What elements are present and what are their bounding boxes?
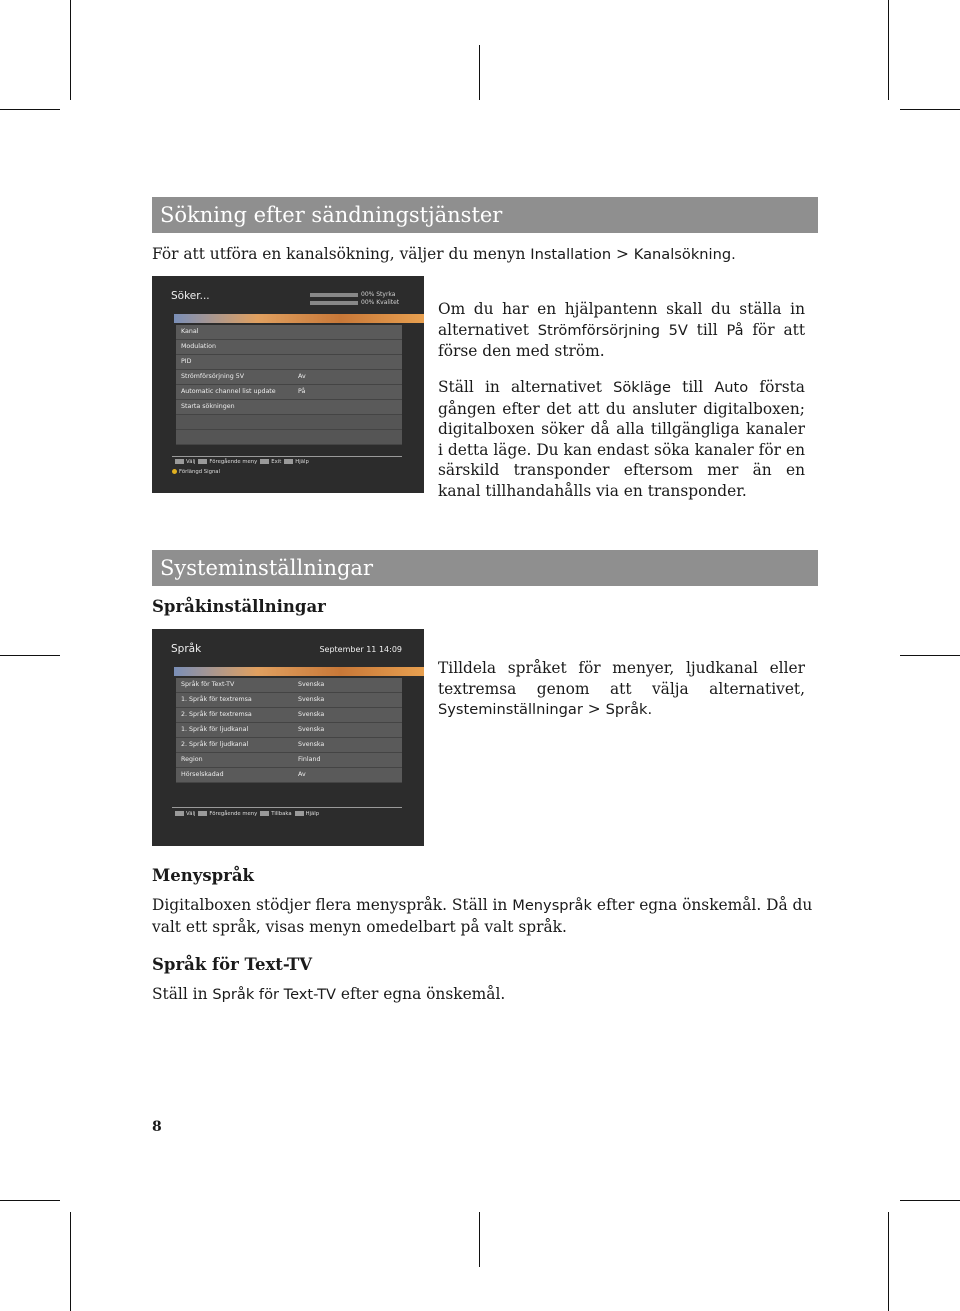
crop-mark	[0, 109, 60, 110]
menu-row: Strömförsörjning 5V Av	[176, 370, 402, 385]
menu-row: 1. Språk för textremsa Svenska	[176, 693, 402, 708]
crop-mark	[479, 1212, 480, 1267]
language-menu-list	[176, 678, 402, 783]
menu-row: Kanal	[176, 325, 402, 340]
footer-keys: Välj Föregående meny Exit Hjälp	[172, 459, 309, 465]
menu-row: Region Finland	[176, 753, 402, 768]
footer-keys: Välj Föregående meny Tillbaka Hjälp	[172, 811, 319, 817]
crop-mark	[0, 1200, 60, 1201]
crop-mark	[900, 109, 960, 110]
language-paragraph: Tilldela språket för menyer, ljudkanal eller textremsa genom att välja alternativet, Systeminställningar > Språk.	[438, 659, 805, 719]
menu-row: Hörselskadad Av	[176, 768, 402, 783]
menu-row: 2. Språk för ljudkanal Svenska	[176, 738, 402, 753]
page-number: 8	[152, 1119, 162, 1135]
menu-row: Modulation	[176, 340, 402, 355]
section-title-search: Sökning efter sändningstjänster	[152, 197, 818, 233]
crop-mark	[888, 1212, 889, 1311]
tv-date-time: September 11 14:09	[319, 645, 402, 654]
crop-mark	[900, 655, 960, 656]
crop-mark	[888, 0, 889, 100]
menu-row: PID	[176, 355, 402, 370]
subheading-language-settings: Språkinställningar	[152, 597, 326, 616]
subheading-teletext-language: Språk för Text-TV	[152, 955, 313, 974]
tv-screenshot-search	[152, 276, 424, 493]
signal-quality: 00% Kvalitet	[310, 299, 399, 306]
crop-mark	[0, 655, 60, 656]
menu-row: Automatic channel list update På	[176, 385, 402, 400]
menu-row-empty	[176, 430, 402, 445]
power-paragraph: Om du har en hjälpantenn skall du ställa in alternativet Strömförsörjning 5V till På för att förse den med ström.	[438, 300, 806, 361]
footer-divider	[172, 807, 402, 808]
search-mode-paragraph: Ställ in alternativet Sökläge till Auto första gången efter det att du ansluter digitalboxen; digitalboxen söker då alla tillgängliga kanaler i detta läge. Du kan endast söka kanaler för en särskild transponder eftersom mer än en kanal tillhandahålls via en transponder.	[438, 378, 805, 500]
menu-row: 2. Språk för textremsa Svenska	[176, 708, 402, 723]
tv-screen-title: Söker...	[171, 290, 210, 302]
progress-stripe	[174, 314, 424, 323]
yellow-button-icon	[172, 469, 177, 474]
menu-row: 1. Språk för ljudkanal Svenska	[176, 723, 402, 738]
header-stripe	[174, 667, 424, 676]
footer-extended-signal: Förlängd Signal	[172, 469, 220, 475]
crop-mark	[900, 1200, 960, 1201]
menu-language-paragraph: Digitalboxen stödjer flera menyspråk. Ställ in Menyspråk efter egna önskemål. Då du valt ett språk, visas menyn omedelbart på valt språk.	[152, 896, 813, 936]
intro-paragraph: För att utföra en kanalsökning, väljer du menyn Installation > Kanalsökning.	[152, 245, 736, 263]
section-title-system: Systeminställningar	[152, 550, 818, 586]
teletext-language-paragraph: Ställ in Språk för Text-TV efter egna önskemål.	[152, 985, 506, 1003]
tv-screenshot-language	[152, 629, 424, 846]
crop-mark	[70, 1212, 71, 1311]
crop-mark	[479, 45, 480, 100]
tv-screen-title: Språk	[171, 643, 202, 655]
menu-row-empty	[176, 415, 402, 430]
subheading-menu-language: Menyspråk	[152, 866, 254, 885]
menu-row: Starta sökningen	[176, 400, 402, 415]
signal-strength: 00% Styrka	[310, 291, 395, 298]
crop-mark	[70, 0, 71, 100]
menu-row: Språk för Text-TV Svenska	[176, 678, 402, 693]
footer-divider	[172, 456, 402, 457]
search-menu-list	[176, 325, 402, 445]
